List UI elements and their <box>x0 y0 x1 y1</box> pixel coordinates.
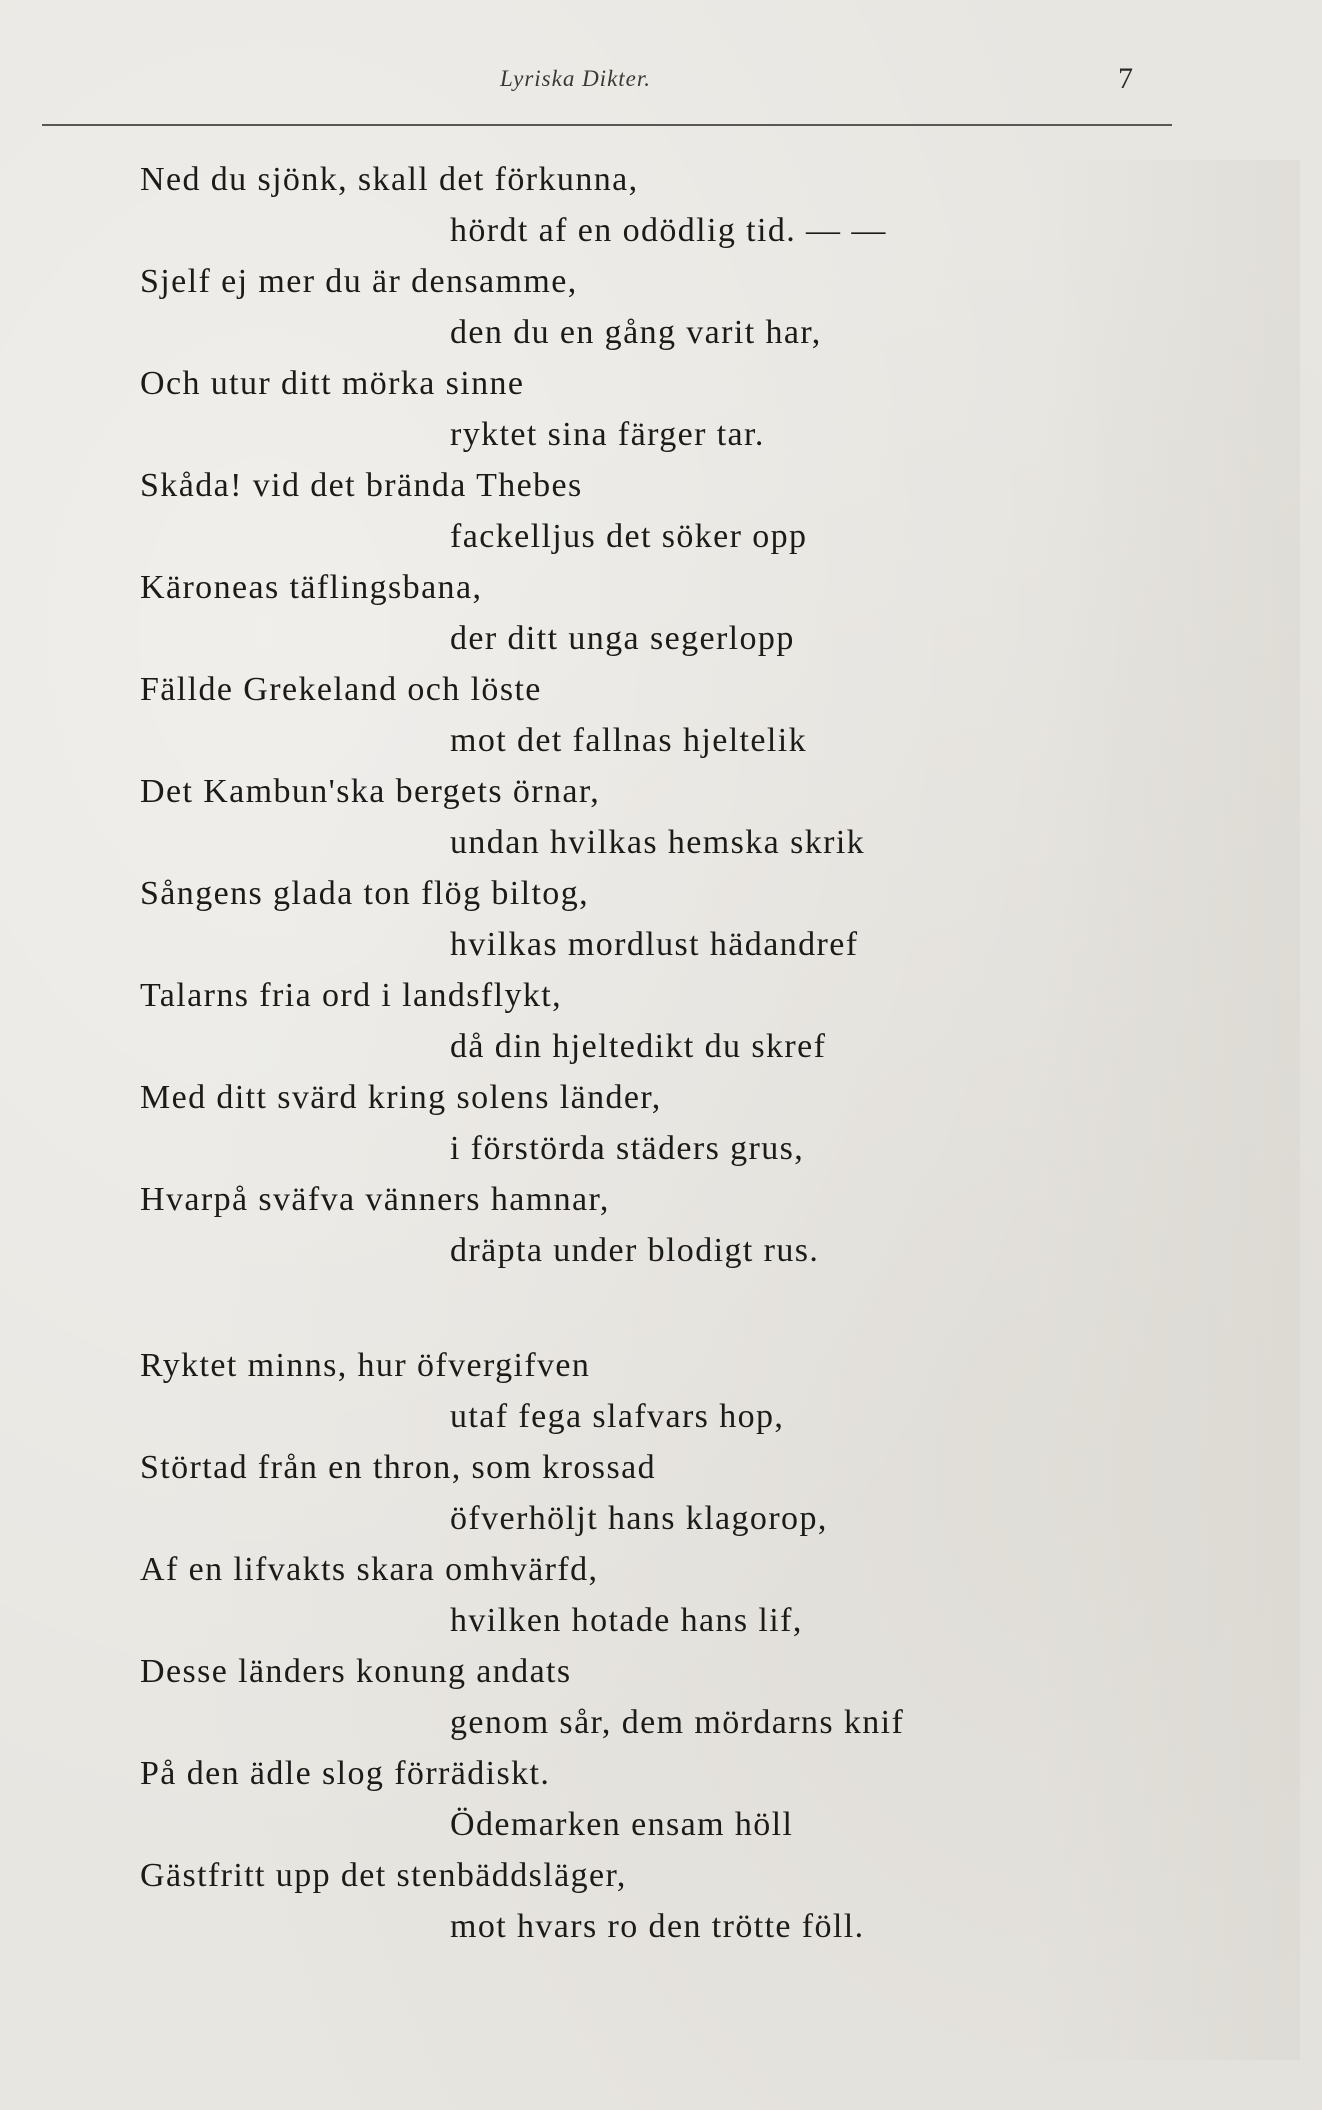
verse-line: öfverhöljt hans klagorop, <box>450 1500 828 1537</box>
verse-line: hvilken hotade hans lif, <box>450 1602 803 1639</box>
verse-line: dräpta under blodigt rus. <box>450 1232 820 1269</box>
verse-line: undan hvilkas hemska skrik <box>450 824 866 861</box>
verse-line: fackelljus det söker opp <box>450 518 808 555</box>
verse-line: Och utur ditt mörka sinne <box>140 365 525 402</box>
verse-line: På den ädle slog förrädiskt. <box>140 1755 551 1792</box>
verse-line: hördt af en odödlig tid. — — <box>450 212 887 249</box>
verse-line: Ödemarken ensam höll <box>450 1806 794 1843</box>
page-number: 7 <box>1118 62 1133 95</box>
verse-line: Käroneas täflingsbana, <box>140 569 483 606</box>
verse-line: Af en lifvakts skara omhvärfd, <box>140 1551 599 1588</box>
verse-line: i förstörda städers grus, <box>450 1130 805 1167</box>
page-header <box>0 62 1322 102</box>
verse-line: hvilkas mordlust hädandref <box>450 926 859 963</box>
verse-line: Desse länders konung andats <box>140 1653 572 1690</box>
verse-line: Sjelf ej mer du är densamme, <box>140 263 578 300</box>
verse-line: Störtad från en thron, som krossad <box>140 1449 656 1486</box>
verse-line: Sångens glada ton flög biltog, <box>140 875 590 912</box>
verse-line: Hvarpå sväfva vänners hamnar, <box>140 1181 610 1218</box>
verse-line: utaf fega slafvars hop, <box>450 1398 785 1435</box>
verse-line: den du en gång varit har, <box>450 314 822 351</box>
verse-line: der ditt unga segerlopp <box>450 620 795 657</box>
verse-line: mot hvars ro den trötte föll. <box>450 1908 865 1945</box>
show-through-shading <box>1040 160 1300 2060</box>
header-rule <box>42 124 1172 126</box>
verse-line: Ned du sjönk, skall det förkunna, <box>140 161 639 198</box>
verse-line: Gästfritt upp det stenbäddsläger, <box>140 1857 627 1894</box>
verse-line: då din hjeltedikt du skref <box>450 1028 827 1065</box>
running-title: Lyriska Dikter. <box>500 66 652 91</box>
verse-line: ryktet sina färger tar. <box>450 416 765 453</box>
verse-line: mot det fallnas hjeltelik <box>450 722 807 759</box>
verse-line: Talarns fria ord i landsflykt, <box>140 977 563 1014</box>
verse-line: Det Kambun'ska bergets örnar, <box>140 773 601 810</box>
verse-line: Ryktet minns, hur öfvergifven <box>140 1347 591 1384</box>
verse-line: Fällde Grekeland och löste <box>140 671 542 708</box>
verse-line: genom sår, dem mördarns knif <box>450 1704 905 1741</box>
verse-line: Skåda! vid det brända Thebes <box>140 467 583 504</box>
verse-line: Med ditt svärd kring solens länder, <box>140 1079 662 1116</box>
